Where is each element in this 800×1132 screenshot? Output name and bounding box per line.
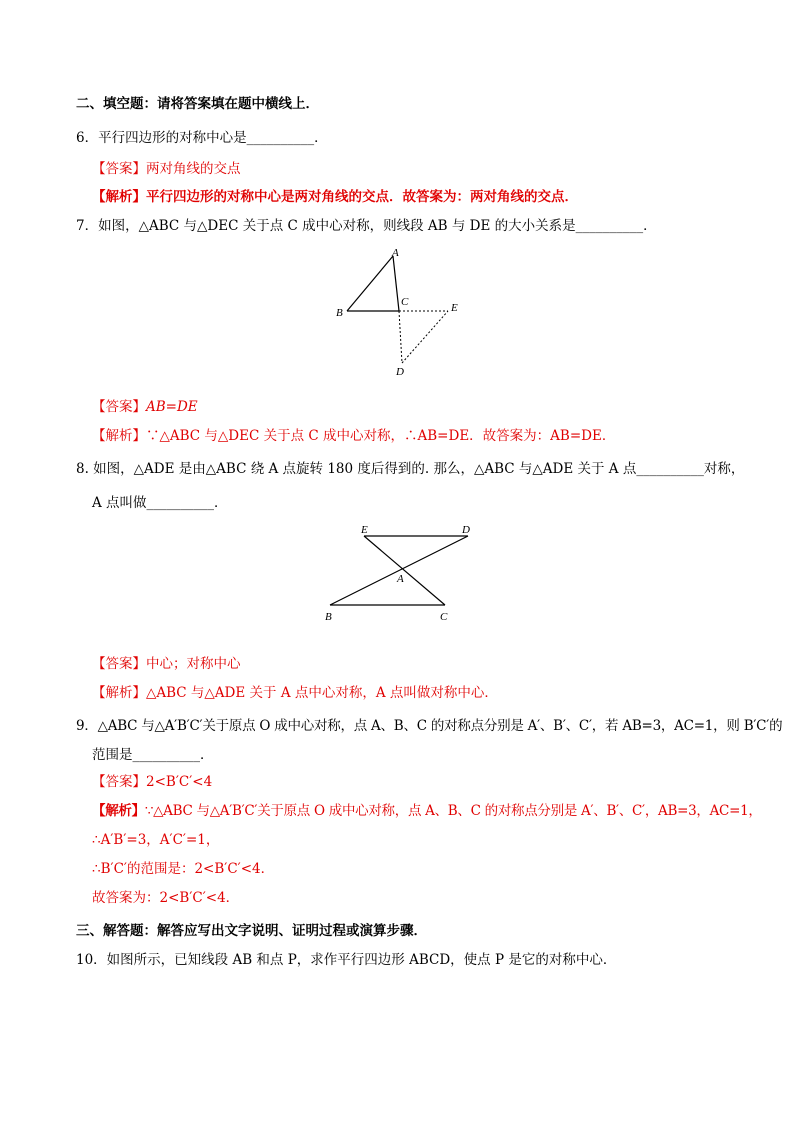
analysis-text: ∵△ABC 与△A′B′C′关于原点 O 成中心对称，点 A、B、C 的对称点分别是 A′、B′、C′，AB=3，AC=1， bbox=[144, 803, 762, 819]
q9-question-line2: 范围是__________． bbox=[92, 747, 214, 763]
analysis-tag: 【解析】 bbox=[92, 685, 146, 701]
q9-answer bbox=[92, 773, 212, 791]
q7-answer bbox=[92, 398, 198, 416]
analysis-text: ∵△ABC 与△DEC 关于点 C 成中心对称，∴AB=DE．故答案为：AB=DE． bbox=[146, 428, 616, 444]
q7-figure bbox=[330, 243, 470, 378]
answer-tag: 【答案】 bbox=[92, 399, 146, 415]
analysis-tag: 【解析】 bbox=[92, 803, 145, 819]
label-e: E bbox=[451, 302, 458, 314]
q10-question: 10．如图所示，已知线段 AB 和点 P，求作平行四边形 ABCD，使点 P 是它的对称中心． bbox=[76, 952, 617, 968]
answer-text: AB=DE bbox=[146, 399, 198, 415]
answer-text: 2<B′C′<4 bbox=[146, 774, 213, 790]
q8-answer bbox=[92, 655, 241, 673]
q9-analysis bbox=[92, 802, 762, 820]
q9-question-line1: 9．△ABC 与△A′B′C′关于原点 O 成中心对称，点 A、B、C 的对称点分别是 A′、B′、C′，若 AB=3，AC=1，则 B′C′的 bbox=[76, 718, 783, 734]
section2-heading: 二、填空题：请将答案填在题中横线上． bbox=[76, 96, 319, 112]
label-e: E bbox=[361, 524, 368, 536]
analysis-text: 平行四边形的对称中心是两对角线的交点．故答案为：两对角线的交点． bbox=[146, 189, 578, 205]
q8-question-line2: A 点叫做__________． bbox=[92, 495, 228, 511]
segment-bd bbox=[330, 536, 468, 605]
q8-figure bbox=[320, 518, 480, 630]
segment-de bbox=[402, 311, 448, 363]
answer-text: 两对角线的交点 bbox=[146, 161, 241, 177]
segment-ec bbox=[364, 536, 445, 605]
label-a: A bbox=[392, 247, 399, 259]
q9-analysis-line2: ∴A′B′=3，A′C′=1， bbox=[92, 832, 220, 848]
analysis-tag: 【解析】 bbox=[92, 428, 146, 444]
segment-ab bbox=[347, 256, 393, 311]
q9-analysis-line3: ∴B′C′的范围是：2<B′C′<4． bbox=[92, 861, 275, 877]
label-b: B bbox=[336, 307, 343, 319]
answer-text: 中心；对称中心 bbox=[146, 656, 241, 672]
label-b: B bbox=[325, 611, 332, 623]
analysis-tag: 【解析】 bbox=[92, 189, 146, 205]
label-c: C bbox=[440, 611, 448, 623]
section3-heading: 三、解答题：解答应写出文字说明、证明过程或演算步骤． bbox=[76, 923, 427, 939]
answer-tag: 【答案】 bbox=[92, 774, 146, 790]
q6-question: 6．平行四边形的对称中心是__________． bbox=[76, 130, 328, 146]
label-a: A bbox=[397, 573, 404, 585]
q7-analysis bbox=[92, 427, 615, 445]
q6-analysis bbox=[92, 188, 578, 206]
q6-answer bbox=[92, 160, 241, 178]
label-d: D bbox=[396, 366, 404, 378]
q8-analysis bbox=[92, 684, 498, 702]
label-d: D bbox=[462, 524, 470, 536]
label-c: C bbox=[401, 296, 409, 308]
q9-analysis-line4: 故答案为：2<B′C′<4． bbox=[92, 890, 240, 906]
analysis-text: △ABC 与△ADE 关于 A 点中心对称，A 点叫做对称中心． bbox=[146, 685, 498, 701]
q8-question-line1: 8. 如图，△ADE 是由△ABC 绕 A 点旋转 180 度后得到的. 那么，△ABC 与△ADE 关于 A 点__________对称， bbox=[76, 461, 745, 477]
segment-ac bbox=[393, 256, 399, 311]
segment-cd bbox=[399, 311, 402, 363]
q7-question: 7．如图，△ABC 与△DEC 关于点 C 成中心对称，则线段 AB 与 DE 的大小关系是__________． bbox=[76, 218, 657, 234]
answer-tag: 【答案】 bbox=[92, 161, 146, 177]
answer-tag: 【答案】 bbox=[92, 656, 146, 672]
